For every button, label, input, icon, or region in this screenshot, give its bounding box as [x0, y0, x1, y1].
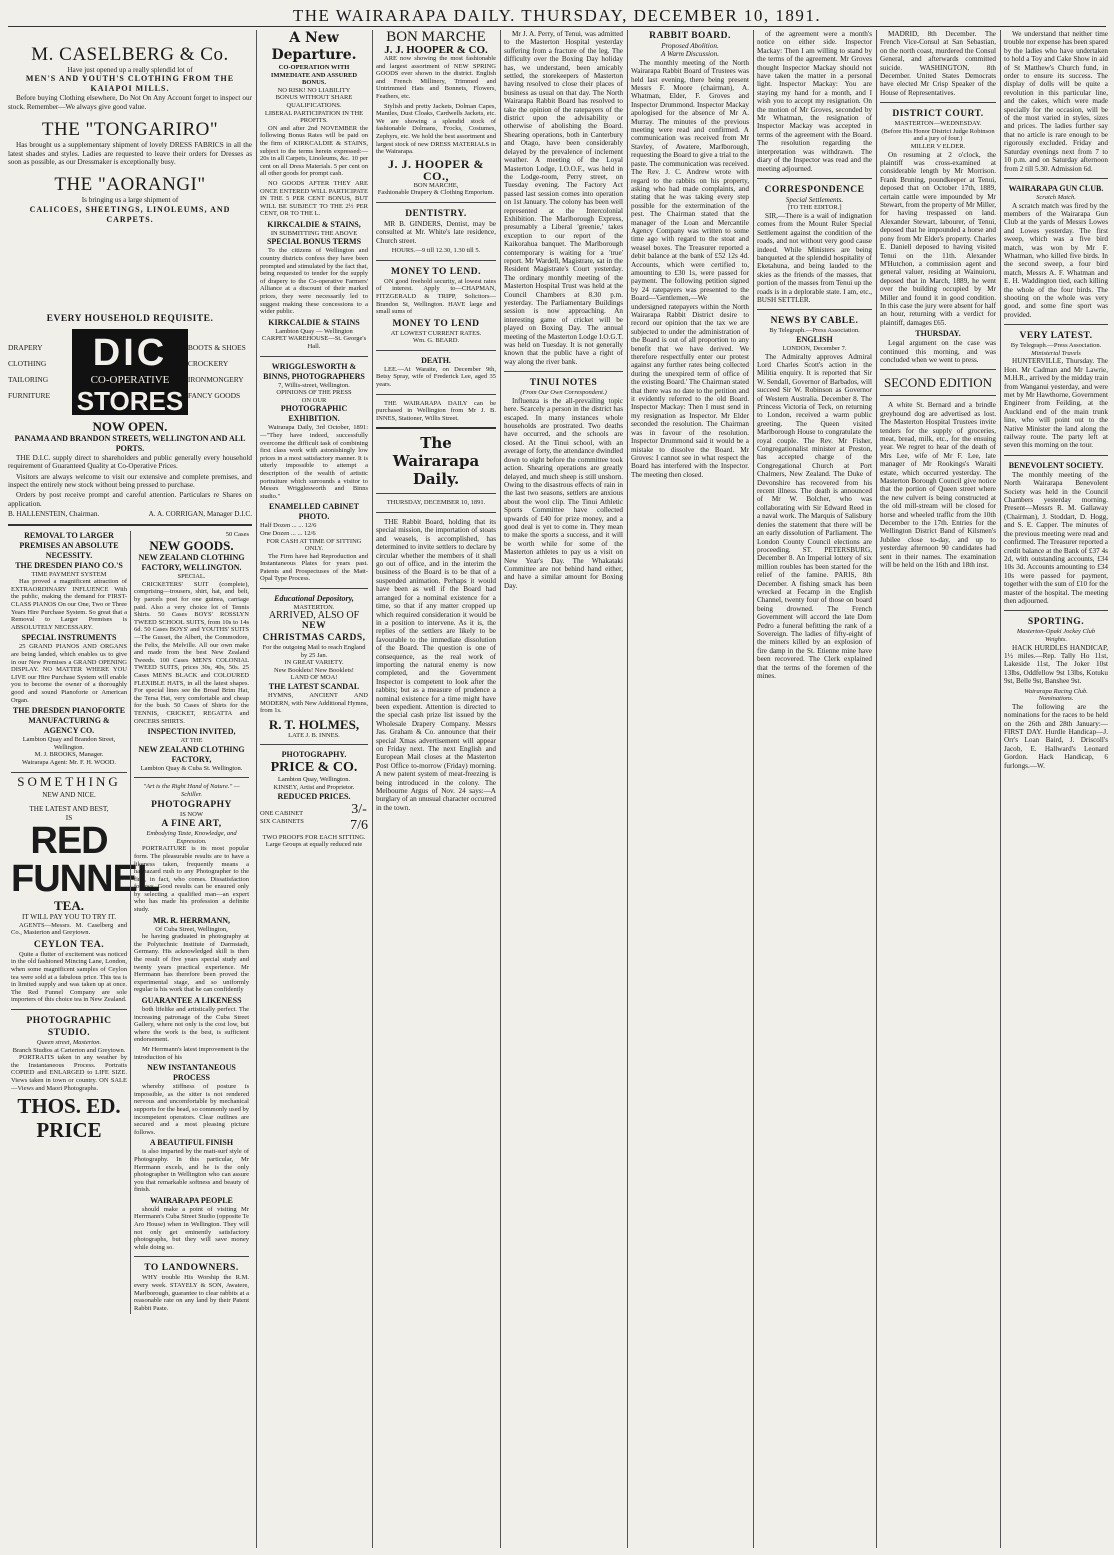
- departure-heading: A New Departure.: [271, 30, 357, 63]
- dic-right-item: BOOTS & SHOES: [187, 342, 246, 352]
- column-7: [757, 30, 872, 1550]
- tinui-sub: (From Our Own Correspondent.): [520, 389, 607, 397]
- ks-address: Lambton Quay — Wellington: [275, 327, 353, 335]
- wrigglesworth-heading: WRIGGLESWORTH & BINNS, PHOTOGRAPHERS: [263, 361, 365, 381]
- death-body: LEE.—At Waraite, on December 9th, Betsy Spray, wife of Frederick Lee, aged 35 years.: [376, 365, 496, 389]
- ministerial-body: HUNTERVILLE, Thursday. The Hon. Mr Cadman and Mr Lawrie, M.H.R., arrived by the midday train from Wanganui yesterday, and were met by Mr Hawthorne, Government Engineer from Feilding, at the Auckland end of the main trunk line, who will point out to the Native Minister the land along the railway route. The party left at seven this morning on the tour.: [1004, 357, 1108, 450]
- sporting-heading: SPORTING.: [1027, 617, 1085, 628]
- cabinet-heading: ENAMELLED CABINET PHOTO.: [268, 502, 359, 522]
- reduced-heading: REDUCED PRICES.: [277, 791, 351, 801]
- district-court-heading: DISTRICT COURT.: [892, 109, 984, 120]
- price-six: 7/6: [350, 817, 368, 833]
- ceylon-body: Quite a flutter of excitement was noticed in the old fashioned Mincing Lane, London, when some magnificent samples of Ceylon tea were sold at a fabulous price. This tea is in limited supply and was taken up at once. The Red Funnel Company are sole importers of this choice tea in New Zealand.: [11, 950, 127, 1004]
- masthead: THE WAIRARAPA DAILY. THURSDAY, DECEMBER 10, 1891.: [292, 6, 822, 25]
- finish-body: is also imparted by the matt-surf style of Photography. In this particular, Mr Herrmann excels, and he is the only photographer in Wellington who can assure you that remarkable softness and beauty of finish.: [134, 1148, 249, 1194]
- nominations-body: The following are the nominations for the races to be held on the 26th and 28th January:— FIRST DAY. Hurdle Handicap—J. Orr's Loan Baird, J. Driscoll's Jacob, E. Hallward's Leonard Gordon. Hack Handicap, 6 furlongs.—W.: [1004, 702, 1108, 770]
- liberal-line: LIBERAL PARTICIPATION IN THE PROFITS.: [264, 109, 364, 125]
- ks-heading-2: KIRKCALDIE & STAINS: [268, 317, 360, 327]
- column-rule: [256, 30, 257, 1548]
- benevolent-heading: BENEVOLENT SOCIETY.: [1008, 460, 1104, 470]
- tea-heading: TEA.: [54, 898, 84, 914]
- rabbit-heading: RABBIT BOARD.: [649, 31, 731, 41]
- arrived: ARRIVED, ALSO OF: [268, 609, 360, 621]
- aorangi-line: CALICOES, SHEETINGS, LINOLEUMS, AND CARPETS.: [29, 204, 231, 224]
- proofs: TWO PROOFS FOR EACH SITTING.: [262, 833, 366, 841]
- dic-manager: A. A. CORRIGAN, Manager D.I.C.: [148, 510, 252, 519]
- bonus-line: BONUS WITHOUT SHARE QUALIFICATIONS.: [275, 94, 353, 109]
- xmas-variety: For the outgoing Mail to reach England by 25 Jan.: [262, 644, 366, 659]
- new-nice: NEW AND NICE.: [42, 790, 96, 799]
- dic-left-item: DRAPERY: [8, 342, 43, 352]
- wairarapa-people-heading: WAIRARAPA PEOPLE: [150, 1195, 233, 1205]
- column-9: [1004, 30, 1108, 1550]
- cable-heading: NEWS BY CABLE.: [770, 316, 859, 327]
- dresden-address: Lambton Quay and Brandon Street, Wellington.: [22, 736, 116, 751]
- ks-heading: KIRKCALDIE & STAINS,: [267, 219, 361, 229]
- dentistry-heading: DENTISTRY.: [405, 208, 467, 219]
- photography-heading-2: PHOTOGRAPHY.: [281, 750, 347, 760]
- thursday-body: Legal argument on the case was continued this morning, and was concluded when we went to press.: [880, 339, 996, 364]
- cable-body: The Admiralty approves Admiral Lord Charles Scott's action in the Militia enquiry. It is reported that Sir W. Sendall, Governor of Barbados, will succeed Sir W. Robinson as Governor of Western Australia. December 8. The Princess Victoria of Teck, on returning to London, received a warm public greeting. The Queen visited Marlborough House to congratulate the royal couple. The Rev. Mr Fisher, Congregationalist minister at Preston, has accepted charge of the Congregational Church at Port Chalmers, New Zealand. The Duke of Devonshire has recovered from his recent illness. The death is announced of Mr W. Bolcher, who was collaborating with Sir Edward Reed in a naval work. The Marquis of Salisbury denies the statement that there will be an early dissolution of Parliament. The London County Council elections are proceeding. ST. PETERSBURG, December 8. An Imperial lottery of six million roubles has been started for the relief of the famine. PARIS, 8th December. A fishing smack has been wrecked at Fecamp in the English Channel, twenty four of those on board being drowned. The French Government will accord the late Dom Pedro a funeral befitting the rank of a Sovereign. The ladies of fifty-eight of the miners killed by an explosion of fire damp in the St. Etienne mine have been recovered. The Clerk explained that the terms of the foremen of the mines.: [757, 352, 872, 680]
- dic-chairman: B. HALLENSTEIN, Chairman.: [8, 510, 100, 519]
- dic-left-item: FURNITURE: [8, 390, 51, 400]
- dic-right-item: IRONMONGERY: [187, 374, 244, 384]
- holmes-heading: R. T. HOLMES,: [268, 716, 360, 732]
- column-rule: [753, 30, 754, 1548]
- rabbit-warm: A Warm Discussion.: [660, 50, 720, 59]
- hooper-heading-2: J. J. HOOPER & CO.,: [388, 156, 484, 183]
- dresden-advert: [8, 530, 160, 1315]
- caselberg-line: MEN'S AND YOUTH'S CLOTHING FROM THE KAIAPOI MILLS.: [25, 74, 235, 94]
- caselberg-sub: Have just opened up a really splendid lot of: [67, 66, 193, 74]
- dic-logo-top: DIC: [92, 331, 168, 374]
- firm-note: The Firm have had Reproduction and Instantaneous Plates for years past. Patents and Prospectuses of the Matt-Opal Type Process.: [260, 552, 368, 583]
- herrmann-address: Of Cuba Street, Wellington,: [155, 925, 228, 933]
- dic-now-open: NOW OPEN.: [92, 418, 168, 434]
- district-court-before: (Before His Honor District Judge Robinson and a jury of four.): [881, 127, 995, 143]
- second-edition-heading: SECOND EDITION: [884, 375, 992, 391]
- exhibition-body: Wairarapa Daily, 3rd October, 1891:—"They have indeed, successfully overcome the difficult task of combining first class work with astonishingly low prices in a most satisfactory manner. It is utterly impossible to attempt a description of the wealth of artistic portraiture which surrounds a visitor to Messrs Wrigglesworth and Binns studio.": [260, 424, 368, 500]
- embody-line: Embodying Taste, Knowledge, and Expression.: [146, 830, 237, 845]
- dic-body: THE D.I.C. supply direct to shareholders and public generally every household requirement of Guaranteed Quality at Co-Operative Prices.: [8, 453, 252, 471]
- clothing-advert: [130, 531, 252, 1315]
- is-label: IS: [65, 813, 73, 822]
- portrait-body: PORTRAITURE is its most popular form. The pleasurable results are to have a likeness taken, frequently means a haphazard rush to any Photographer to the first, in fact, who comes. Dissatisfaction follows. Good results can be ensured only by selecting a qualified man—an expert who has made his profession a definite study.: [134, 845, 249, 914]
- edu-heading: Educational Depository,: [274, 594, 354, 604]
- scandal: THE LATEST SCANDAL: [268, 682, 360, 692]
- land-moa: LAND OF MOA!: [290, 674, 338, 682]
- landowners-heading: TO LANDOWNERS.: [144, 1263, 239, 1274]
- local-news-body: Mr J. A. Perry, of Tenui, was admitted to the Masterton Hospital yesterday suffering from a fracture of the leg. The difficulty over the Boxing Day holiday has, we understand, been amicably settled, the storekeepers of Masterton having resolved to close their places of business as usual on that day. The North Wairarapa Rabbit Board has resolved to take the opinion of the ratepayers of the district upon the advisability or otherwise of abolishing the Board. Shearing operations, both in Canterbury and Otago, have been considerably delayed by the prevalence of inclement weather. A meeting of the Loyal Masterton Lodge, I.O.O.F., was held in the Lodge-room, Perry street, on Tuesday evening. The Factory Act passed last session comes into operation on 1st January. The colony has been well represented at the Intercolonial Exhibition. The Marlborough Express, presumably a Liberal 'greenie,' takes exception to our report of the Kaikorahua banquet. The Marlborough contemporary is waiting for a 'true' report. Mr Wardell, Magistrate, sat in the Resident Magistrate's Court yesterday. The ordinary monthly meeting of the Masterton Hospital Trust was held at the Council Chambers at 8.30 p.m. yesterday. The Parliamentary Buildings session is now approaching. An interesting game of cricket will be played on Boxing Day. The annual meeting of the Masterton Lodge I.O.G.T. was held on Tuesday. It is not generally known that the public have a right of way along the river bank.: [504, 30, 623, 366]
- paper-note: THE WAIRARAPA DAILY can be purchased in Wellington from Mr J. B. INNES, Stationer, Willis Street.: [376, 399, 496, 422]
- aorangi-heading: THE "AORANGI": [54, 174, 206, 196]
- is-now: IS NOW: [180, 810, 203, 818]
- studio-address: Queen street, Masterton.: [36, 1038, 102, 1046]
- lend-rates: AT LOWEST CURRENT RATES.: [390, 329, 482, 337]
- on-our: ON OUR: [301, 396, 327, 404]
- bonus-body: ON and after 2nd NOVEMBER the following Bonus Rates will be paid on the firm of KIRKCALDIE & STAINS, subject to the terms herein expressed:— 20s in all Carpets, Linoleums, &c. 10 per cent on all Dress Materials. 5 per cent on all other goods for prompt cash.: [260, 124, 368, 178]
- column-4: [376, 30, 496, 1550]
- dic-right-item: CROCKERY: [187, 358, 229, 368]
- dresden-agent: Wairarapa Agent: Mr. F. H. WOOD.: [22, 758, 116, 766]
- kinsey: KINSEY, Artist and Proprietor.: [273, 784, 355, 791]
- column-6: [631, 30, 749, 1550]
- weights-body: HACK HURDLES HANDICAP, 1½ miles.—Rep. Tally Ho 11st, Lakeside 11st, The Joker 10st 13lbs, Oddfellow 9st 13lbs, Kotuku 9st, Belle 9st, Banshee 9st.: [1004, 643, 1108, 686]
- instant-heading: NEW INSTANTANEOUS PROCESS: [147, 1063, 236, 1083]
- nominations-heading: Nominations.: [1038, 695, 1074, 703]
- dresden-manager: M. J. BROOKS, Manager.: [34, 751, 104, 759]
- dresden-company: THE DRESDEN PIANOFORTE MANUFACTURING & AGENCY CO.: [12, 706, 126, 736]
- column-8: [880, 30, 996, 1550]
- herrmann-body: he having graduated in photography at the Polytechnic Institute of Darmstadt, Germany. His acknowledged skill is then the result of five years special study and twenty years practical experience. Mr Herrmann has therefore been proved the experimental stage, and so uniformly regular is his work that he can confidently: [134, 933, 249, 994]
- opinions: OPINIONS OF THE PRESS: [276, 389, 352, 397]
- bon-marche-body: ARE now showing the most fashionable and largest assortment of NEW SPRING GOODS ever shown in the district. English and French Millinery, Trimmed and Untrimmed Hats and Bonnets, Flowers, Feathers, etc.: [376, 55, 496, 100]
- special-settlements: Special Settlements.: [785, 195, 844, 204]
- correspondence-body: SIR,—There is a wail of indignation comes from the Mount Ruler Special Settlement against the condition of the roads, and not without very good cause indeed. While Ministers are being banqueted at the splendid hospitality of Eketahuna, and being lauded to the skies as the friends of the masses, that portion of the masses from Tenui up the roads is in a deplorable state. I am, etc., BUSH SETTLER.: [757, 211, 872, 304]
- nogoods: NO GOODS AFTER THEY ARE ONCE ENTERED WILL PARTICIPATE IN THE 5 PER CENT BONUS, BUT WILL BE SUBJECT TO THE 2½ PER CENT, OR TO THE L.: [260, 179, 368, 218]
- tea-agents: AGENTS—Messrs. M. Caselberg and Co., Masterton and Greytown.: [11, 921, 127, 937]
- willis-street: 7, Willis-street, Wellington.: [278, 381, 350, 389]
- price-address: Lambton Quay, Wellington.: [277, 776, 351, 784]
- editorial-body: THE Rabbit Board, holding that its special mission, the importation of stoats and weasels, is accomplished, has determined to invite settlers to declare by circular whether the members of it shall go out of office, and in the interim the business of the Board is to be that of a suspended animation. Perhaps it would have been as well if the Board had arranged for a nominal existence for a time, so that if any matter cropped up which required consideration it would be in a position to intervene. As it is, the replies of the settlers are likely to be favourable to the immediate dissolution of the Board. The question is one of consequence, as the real work of importing the natural enemy is now completed, and the Government Inspector is competent to look after the rabbits; but as a measure of prudence a nominal existence for a time might have been expedient. Attention is directed to the special cash prize list issued by the Wholesale Drapery Company. Messrs Jas. Graham & Co. announce that their special Xmas advertisement will appear on Friday next. The next English and European Mail closes at the Masterton Post Office to-morrow (Friday) morning. A new patent system of meat-freezing is being introduced in the colony. The Melbourne Argus of Nov. 24 says:—A burglary of an unusual character occurred in the town.: [376, 518, 496, 812]
- dic-logo: [72, 329, 188, 415]
- benevolent-body: The monthly meeting of the North Wairarapa Benevolent Society was held in the Council Chambers yesterday morning. Present—Messrs R. M. Gallaway (Chairman), J. Stoddart, D. Hogg, and S. E. Capper. The minutes of the previous meeting were read and confirmed. The Treasurer reported a credit balance at the Bank of £37 4s 2d, with outstanding accounts, £34 10s 3d. Accounts amounting to £34 10s were passed for payment, together with the sum of £10 for the master of the hospital. The meeting then adjourned.: [1004, 470, 1108, 605]
- bon-marche-label: BON MARCHE,: [413, 181, 459, 189]
- ceylon-heading: CEYLON TEA.: [33, 939, 105, 950]
- paper-date: THURSDAY, DECEMBER 10, 1891.: [386, 499, 486, 507]
- aorangi-sub: Is bringing us a large shipment of: [81, 196, 179, 205]
- english-heading: ENGLISH: [796, 334, 833, 344]
- dic-logo-mid: CO-OPERATIVE: [90, 373, 170, 386]
- rabbit-proposed: Proposed Abolition.: [661, 42, 719, 50]
- xmas-heading: CHRISTMAS CARDS,: [262, 633, 366, 644]
- finish-heading: A BEAUTIFUL FINISH: [149, 1138, 234, 1148]
- coop-heading: CO-OPERATION WITH IMMEDIATE AND ASSURED BONUS.: [270, 64, 358, 87]
- racing-heading: Wairarapa Racing Club.: [1024, 687, 1088, 695]
- dresden-body: Has proved a magnificent attraction of EXTRAORDINARY INFLUENCE With the public, making the demand for FIRST-CLASS PIANOS On our One, Two or Three Years Hire Purchase System. So great that a Removal to Larger Premises is ABSOLUTELY NECESSARY.: [11, 578, 127, 631]
- at-the: AT THE: [180, 737, 203, 745]
- london-dateline: LONDON, December 7.: [782, 344, 847, 352]
- gun-club-heading: WAIRARAPA GUN CLUB.: [1008, 183, 1104, 193]
- gun-club-body: A scratch match was fired by the members of the Wairarapa Gun Club at the yards of Messrs Lowes and Lowes yesterday. The first sweep, which was a five bird match, was won by Mr F. Whatman, who killed five birds. In the second sweep, a four bird match, Messrs A. F. Whatman and E. H. Waddington tied, each killing the whole of the four birds. The shooting on the whole was very good, and some fine sport was provided.: [1004, 201, 1108, 319]
- schiller-quote: "Art is the Right Hand of Nature." —Schiller.: [143, 783, 240, 798]
- lend-body: ON good freehold security, at lowest rates of interest. Apply to—CHAPMAN, FITZGERALD & TRIPP, Solicitors—Brandon St, Wellington. HAVE large and small sums of: [376, 277, 496, 316]
- great-variety: IN GREAT VARIETY.: [284, 659, 344, 667]
- new-booklets: New Booklets! New Booklets!: [274, 666, 354, 674]
- thursday-heading: THURSDAY.: [915, 329, 961, 339]
- price-co-heading: PRICE & CO.: [270, 760, 358, 776]
- hooper-heading: J. J. HOOPER & CO.: [384, 44, 488, 56]
- nzcf-heading: NEW ZEALAND CLOTHING FACTORY,: [138, 744, 245, 764]
- dic-right-item: FANCY GOODS: [187, 390, 241, 400]
- court-body: On resuming at 2 o'clock, the plaintiff was cross-examined at considerable length by Mr Morrison. Frank Bruning, poundkeeper at Tenui, deposed that on October 17th, 1889, certain cattle were impounded by Mr Stewart, from the property of Mr Miller, for having trespassed on land. Alexander Stewart, labourer, of Tenui, deposed that he impounded a horse and pony from Mr Elder's property. Charles E. Daniell deposed to having visited Tenui on the 11th. Alexander M'Hutchon, a commission agent and general valuer, residing at Wainuioru, deposed that in March, 1889, he went over the building occupied by Mr Miller and found it in good condition. In this case the jury were absent for half an hour, returning with a verdict for plaintiff, damages £65.: [880, 150, 996, 327]
- bon-marche-heading: BON MARCHE: [386, 30, 486, 45]
- one-dozen: One Dozen ... ... 12/6: [260, 529, 316, 537]
- special-heading: SPECIAL INSTRUMENTS: [21, 633, 117, 643]
- special-bonus-heading: SPECIAL BONUS TERMS: [266, 237, 362, 247]
- norisk: NO RISK! NO LIABILITY: [277, 86, 351, 94]
- submitting: IN SUBMITTING THE ABOVE: [270, 229, 358, 237]
- photography-heading: PHOTOGRAPHY: [151, 799, 232, 810]
- studio-body: PORTRAITS taken in any weather by the Instantaneous Process. Portraits COPIED and ENLARGED to LIFE SIZE. Views taken in town or country. ON SALE—Views and Maori Photographs.: [11, 1054, 127, 1092]
- dic-left-item: TAILORING: [8, 374, 49, 384]
- nzcf-address: Lambton Quay & Cuba St. Wellington.: [140, 764, 243, 772]
- case-title: MILLER V ELDER.: [910, 143, 966, 151]
- landowners-body: WHY trouble His Worship the R.M. every week. STAYELY & SON, Awatere, Marlborough, guarantee to clear rabbits at a reasonable rate on any land by their Patent Rabbit Paste.: [134, 1274, 249, 1312]
- special-label: SPECIAL.: [177, 573, 206, 581]
- dic-visitors: Visitors are always welcome to visit our extensive and complete premises, and inspect the entirely new stock without being pressed to purchase.: [8, 472, 252, 490]
- six-cabinets: SIX CABINETS: [260, 817, 304, 825]
- new-label: NEW: [301, 621, 327, 632]
- to-editor: [TO THE EDITOR.]: [787, 204, 842, 212]
- dentistry-hours: HOURS.—9 till 12.30, 1.30 till 5.: [391, 247, 481, 255]
- dresden-sub: TIME PAYMENT SYSTEM: [31, 570, 107, 578]
- ministerial-heading: Ministerial Travels: [1031, 349, 1081, 357]
- lend-heading: MONEY TO LEND.: [391, 266, 481, 277]
- studio-heading: PHOTOGRAPHIC STUDIO.: [26, 1015, 112, 1038]
- new-goods-heading: NEW GOODS.: [149, 538, 234, 554]
- tinui-heading: TINUI NOTES: [529, 378, 598, 389]
- bon-marche-body-2: Stylish and pretty Jackets, Dolman Capes, Mantles, Dust Cloaks, Cardwells Jackets, etc. We are showing a splendid stock of fashionable Dolmans, Frocks, Costumes, Zephyrs, etc. We hold the best assortment and largest stock of new DRESS MATERIALS in the Wairarapa.: [376, 102, 496, 156]
- very-latest-heading: VERY LATEST.: [1019, 331, 1093, 342]
- jockey-heading: Masterton-Opaki Jockey Club: [1016, 628, 1096, 636]
- caselberg-body: Before buying Clothing elsewhere, Do Not On Any Account forget to inspect our stock. Remember—We always give good value.: [8, 94, 252, 111]
- cable-body-cont: MADRID, 8th December. The French Vice-Consul at San Sebastian, on the north coast, murdered the Consul General, and afterwards committed suicide. WASHINGTON, 8th December. United States Democrats have elected Mr Crisp Speaker of the House of Representatives.: [880, 30, 996, 97]
- fine-art-heading: A FINE ART,: [161, 819, 222, 830]
- guarantee-heading: GUARANTEE A LIKENESS: [141, 996, 242, 1005]
- fashionable: Fashionable Drapery & Clothing Emporium.: [377, 189, 495, 197]
- toy-show-body: We understand that neither time trouble nor expense has been spared by the ladies who have undertaken to hold a Toy and Cake Show in aid of St Matthew's Church fund, in order to ensure its success. The display of dolls will be quite a revolution in this particular line, and the cakes, which were made specially for the occasion, will be of the most varied in styles, sizes and prices. The ladies further say that no article is rare enough to be rigorously excluded. Friday and Saturday evenings next from 7 to 10 p.m. and on Saturday afternoon from 2 till 5.30. Admission 6d.: [1004, 30, 1108, 173]
- exhibition-heading: PHOTOGRAPHIC EXHIBITION.: [280, 404, 348, 424]
- hymns: HYMNS, ANCIENT AND MODERN, with New Additional Hymns, from 1s.: [260, 692, 368, 715]
- groups: Large Groups at equally reduced rate: [265, 841, 363, 849]
- column-5: [504, 30, 623, 1550]
- half-dozen: Half Dozen ... ... 12/6: [260, 522, 317, 530]
- column-rule: [500, 30, 501, 1548]
- masthead-rule: [8, 26, 1106, 27]
- herrmann-heading: MR. R. HERRMANN,: [152, 915, 231, 925]
- special-bonus-body: To the citizens of Wellington and country districts confess they have been prompted and stimulated by the fact that, being requested to tender for the supply of drapery to the Co-operative Farmers' Alliance at a discount of their marked prices, they were necessarily led to suggest making these concessions to a wider public.: [260, 247, 368, 316]
- column-rule: [876, 30, 877, 1548]
- column-ads-left: [8, 30, 252, 1550]
- guarantee-body: both lifelike and artistically perfect. The increasing patronage of the Cuba Street Gallery, where not only is the cost low, but where the work is the best, is sufficient endorsement.: [134, 1006, 249, 1044]
- one-cabinet: ONE CABINET: [260, 810, 304, 817]
- cases-label: 50 Cases: [225, 530, 249, 538]
- tongariro-heading: THE "TONGARIRO": [41, 119, 219, 141]
- dic-heading: EVERY HOUSEHOLD REQUISITE.: [46, 313, 214, 324]
- inspection-heading: INSPECTION INVITED,: [147, 727, 236, 737]
- removal-heading: REMOVAL TO LARGER PREMISES AN ABSOLUTE NECESSITY.: [19, 530, 119, 560]
- tinui-body: Influenza is the all-prevailing topic here. Scarcely a person in the district has escaped. In many instances whole households are prostrated. Two deaths have occurred, and the schools are closed. At the Tinui school, with an average of forty, the attendance dwindled down to eight before the committee took action. Shearing operations are greatly delayed, and much sheep is still unshorn. Owing to the disastrous effects of rain in the last two seasons, settlers are anxious about the wool clip. The Tinui Athletic Sports Committee have collected upwards of £40 for prize money, and a good deal is yet to come in. They mean to make the sports a success, and it will be worth while for some of the Masterton athletes to pay us a visit on New Year's Day. The Whakataki Committee are not behind hand either, and have a similar amount for Boxing Day.: [504, 396, 623, 590]
- very-latest-by: By Telegraph.—Press Association.: [1010, 342, 1102, 350]
- price-one: 3/-: [351, 801, 367, 817]
- column-rule: [627, 30, 628, 1548]
- tongariro-body: Has brought us a supplementary shipment of lovely DRESS FABRICS in all the latest shades and styles. Ladies are requested to leave their orders for Dresses as soon as possible, as our Dressmaker is exceptionally busy.: [8, 141, 252, 167]
- column-3: [260, 30, 368, 1550]
- studio-branch: Branch Studios at Carterton and Greytown.: [12, 1046, 126, 1054]
- edu-town: MASTERTON.: [293, 604, 335, 612]
- caselberg-heading: M. CASELBERG & Co.: [31, 44, 229, 65]
- cash-only: FOR CASH AT TIME OF SITTING ONLY.: [266, 537, 362, 553]
- dic-advert: [8, 325, 252, 419]
- clothing-body: CRICKETERS' SUIT (complete), comprising—trousers, shirt, hat, and belt, by parcels post for one guinea, carriage paid. Also a very choice lot of Tennis Shirts. 50 Cases BOYS' ROSSLYN TWEED SCHOOL SUITS, from 10s to 14s 6d. 50 Cases BOYS' and YOUTHS' SUITS—The Gusset, the Albert, the Commodore, the Felix, the Melville. All our own make and made from the best New Zealand Tweeds. 100 Cases MEN'S COLONIAL TWEED SUITS, prices 30s, 40s, 50s. 25 Cases MEN'S BLACK and COLOURED FLEXIBLE HATS, in all the latest shapes. For special lines see the Broad Brim Hat, the Tersa Hat, very comfortable and cheap for the bush. 50 Cases of Shirts for the TENNIS, CRICKET, REGATTA and ONCERS SHIRTS.: [134, 580, 249, 725]
- beard: Wm. G. BEARD.: [412, 337, 460, 345]
- something-heading: SOMETHING: [17, 773, 121, 789]
- scratch-match: Scratch Match.: [1036, 193, 1076, 201]
- latest-best: THE LATEST AND BEST,: [29, 805, 109, 814]
- column-rule: [1000, 30, 1001, 1548]
- special-body: 25 GRAND PIANOS AND ORGANS are being landed, which enables us to give in our New Premises a GRAND OPENING DISPLAY. NO MATTER WHERE YOU LIVE our Hire Purchase System will enable you to become the owner of a thoroughly good and sound Pianoforte or American Organ.: [11, 643, 127, 704]
- correspondence-heading: CORRESPONDENCE: [764, 184, 865, 195]
- dic-orders: Orders by post receive prompt and careful attention. Particulars re Shares on application.: [8, 491, 252, 508]
- dic-logo-bottom: STORES: [76, 385, 184, 416]
- dresden-heading: THE DRESDEN PIANO CO.'S: [15, 560, 123, 570]
- improvement: Mr Herrmann's latest improvement is the introduction of his: [134, 1045, 249, 1061]
- will-pay: IT WILL PAY YOU TO TRY IT.: [21, 913, 117, 922]
- cable-by: By Telegraph.—Press Association.: [769, 327, 860, 335]
- instant-body: whereby stiffness of posture is impossible, as the sitter is not rendered nervous and uncomfortable by mechanical supports for the head, so commonly used by incompetent operators. Clear outlines are secured and a most pleasing picture follows.: [134, 1083, 249, 1136]
- dic-address: PANAMA AND BRANDON STREETS, WELLINGTON AND ALL PORTS.: [14, 433, 246, 453]
- nz-factory: NEW ZEALAND CLOTHING FACTORY, WELLINGTON.: [138, 553, 245, 573]
- rabbit-body: The monthly meeting of the North Wairarapa Rabbit Board of Trustees was held last evening, there being present Messrs F. Moore (chairman), A. Whatman, Elder, F. Groves and Inspector Drummond. Inspector Mackay apologised for the absence of Mr A. Murray. The minutes of the previous meeting were read and confirmed. A communication was received from Mr Stavley, of Awatere, Marlborough, requesting the Board to give a trial to the paste. The communication was received. The Rev. J. C. Andrew wrote with regard to the rabbits on his property, asking who had made complaints, and stating that he was taking every step possible for the extermination of the pest. The Chairman stated that the manager of the Loan and Mercantile Agency Company was written to some time ago with regard to the stoat and weasel boxes. The Treasurer reported a debit balance at the bank of £52 12s 4d. Accounts, which were certified to, amounting to £30 1s, were passed for payment. The following petition signed by 24 ratepayers was presented to the Board—'Gentlemen,—We the undersigned ratepayers within the North Wairarapa Rabbit District desire to record our opinion that the tax we are subjected to under the administration of the Board is out of all proportion to any benefit that we have derived. We therefore respectfully enter our protest against any further rates being collected during the unexpired term of office of the existing Board.' The Chairman stated that there was no date to the petition and it evidently referred to the old Board. Inspector Mackay: Then I must send in my resignation as Inspector. Mr Elder seconded the resolution. The Chairman was in favour of the resolution. Inspector Drummond said it would be a mistake to dissolve the Board. Mr Groves: I cannot see in what respect the Board has interfered with the Inspector. The meeting then closed.: [631, 58, 749, 479]
- lend-heading-2: MONEY TO LEND: [392, 318, 480, 329]
- district-court-day: MASTERTON—WEDNESDAY.: [894, 120, 982, 128]
- paper-title: The Wairarapa Daily.: [392, 434, 480, 489]
- red-funnel-heading: RED FUNNEL: [11, 820, 160, 901]
- dic-left-item: CLOTHING: [8, 358, 47, 368]
- rabbit-body-cont: of the agreement were a month's notice on either side. Inspector Mackay: Then I am willing to stand by the terms of the agreement. Mr Groves thought Inspector Mackay should not have taken the matter in a personal light. Inspector Mackay: You are staying my hand for a month, and I wish you to accept my resignation. On the motion of Mr Groves, seconded by Mr Whatman, the resignation of Inspector Mackay was accepted in terms of the agreement with the Board. The resolution regarding the interpretation was withdrawn. The diary of the Inspector was read and the meeting adjourned.: [757, 30, 872, 173]
- weights-heading: Weights.: [1045, 635, 1067, 643]
- column-rule: [372, 30, 373, 1548]
- thos-price-heading: THOS. ED. PRICE: [17, 1094, 121, 1143]
- dentistry-body: MR B. GINDERS, Dentist, may be consulted at Mr. White's late residence, Church street.: [376, 219, 496, 245]
- wairarapa-people-body: should make a point of visiting Mr Herrmann's Cuba Street Studio (opposite Te Aro House) when in Wellington. They will not only get eminently satisfactory photographs, but they will save money while doing so.: [134, 1205, 249, 1251]
- holmes-late: LATE J. B. INNES.: [288, 731, 340, 739]
- carpet-warehouse: CARPET WAREHOUSE—St. George's Hall.: [261, 335, 367, 350]
- death-heading: DEATH.: [421, 355, 451, 365]
- second-edition-body: A white St. Bernard and a brindle greyhound dog are advertised as lost. The Masterton Hospital Trustees invite tenders for the supply of groceries, meat, bread, milk, etc., for the ensuing year. We regret to hear of the death of Mrs Lee, wife of Mr F. Lee, late manager of Mr Rookings's Waraiti estate, which occurred yesterday. The Masterton Borough Council give notice that the portion of Queen street where the new culvert is being constructed at the old mill-stream will be closed for horse and wheeled traffic from the 10th December to the 17th. Entries for the Wellington District Band of Kilsmen's Jubilee close to-day, and up to yesterday afternoon 90 candidates had sent in their names. The examination will be held on the 16th and 18th inst.: [880, 401, 996, 570]
